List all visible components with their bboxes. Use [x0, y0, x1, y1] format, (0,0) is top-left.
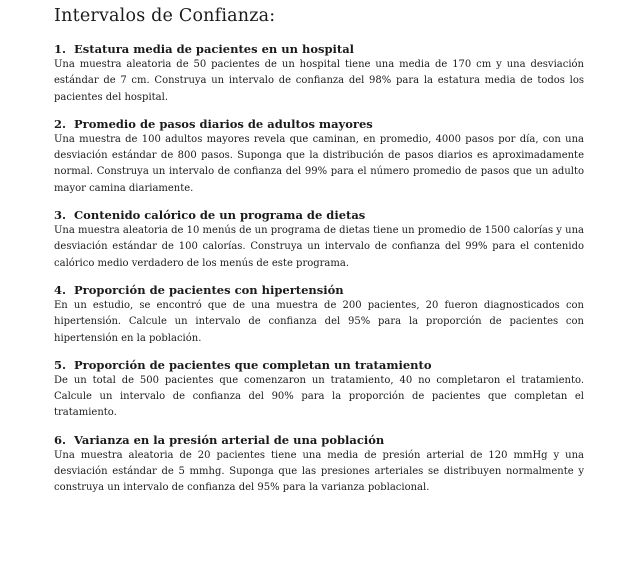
problem-heading [54, 433, 584, 447]
problem-body: En un estudio, se encontró que de una muestra de 200 pacientes, 20 fueron diagnosticados con hipertensión. Calcule un intervalo de confianza del 95% para la proporción de pacientes con hipertensión en la población. [54, 299, 584, 344]
problem-heading [54, 208, 584, 222]
problem-number: 4. [54, 282, 67, 297]
problem-heading-text: Proporción de pacientes que completan un tratamiento [74, 357, 432, 372]
problem-heading-text: Promedio de pasos diarios de adultos mayores [74, 116, 373, 131]
problem-number: 3. [54, 208, 67, 223]
problem-heading-text: Contenido calórico de un programa de dietas [74, 208, 366, 223]
problem-heading [54, 42, 584, 56]
problem-body: De un total de 500 pacientes que comenzaron un tratamiento, 40 no completaron el tratamiento. Calcule un intervalo de confianza del 90% para la proporción de pacientes que completan el tratamiento. [54, 374, 584, 419]
problem-heading-text: Proporción de pacientes con hipertensión [74, 282, 344, 297]
problem-body: Una muestra aleatoria de 50 pacientes de un hospital tiene una media de 170 cm y una desviación estándar de 7 cm. Construya un intervalo de confianza del 98% para la estatura media de todos los pacientes del hospital. [54, 59, 584, 103]
problem-body: Una muestra de 100 adultos mayores revela que caminan, en promedio, 4000 pasos por día, con una desviación estándar de 800 pasos. Suponga que la distribución de pasos diarios es aproximadamente normal. Construya un intervalo de confianza del 99% para el número promedio de pasos que un adulto mayor camina diariamente. [54, 133, 584, 194]
problem-4 [54, 283, 584, 347]
problem-number: 6. [54, 432, 67, 447]
problem-number: 1. [54, 42, 67, 56]
problem-3 [54, 208, 584, 272]
problem-6 [54, 433, 584, 497]
problem-heading [54, 358, 584, 372]
problem-number: 2. [54, 116, 67, 131]
problem-2 [54, 117, 584, 197]
problem-body: Una muestra aleatoria de 20 pacientes tiene una media de presión arterial de 120 mmHg y una desviación estándar de 5 mmhg. Suponga que las presiones arteriales se distribuyen normalmente y construya un intervalo de confianza del 95% para la varianza poblacional. [54, 449, 584, 494]
problem-5 [54, 358, 584, 422]
document-page [54, 6, 584, 508]
problem-heading [54, 117, 584, 131]
problem-number: 5. [54, 357, 67, 372]
problem-heading [54, 283, 584, 297]
problem-1 [54, 42, 584, 106]
problem-heading-text: Varianza en la presión arterial de una población [74, 432, 385, 447]
problem-heading-text: Estatura media de pacientes en un hospital [74, 42, 355, 56]
problem-body: Una muestra aleatoria de 10 menús de un programa de dietas tiene un promedio de 1500 calorías y una desviación estándar de 100 calorías. Construya un intervalo de confianza del 99% para el contenido calórico medio verdadero de los menús de este programa. [54, 225, 584, 269]
page-title: Intervalos de Confianza: [54, 6, 276, 26]
